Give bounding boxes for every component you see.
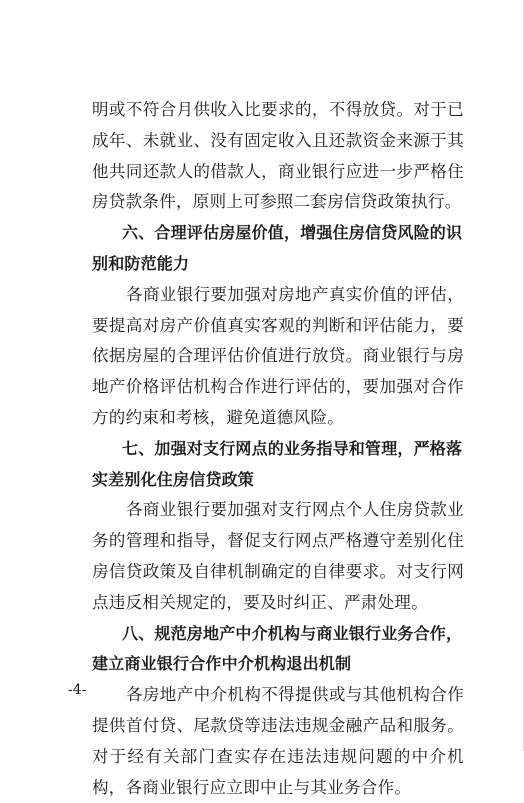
page-number: -4- <box>68 682 87 698</box>
section-7-heading: 七、加强对支行网点的业务指导和管理，严格落实差别化住房信贷政策 <box>92 438 463 489</box>
section-6-body: 各商业银行要加强对房地产真实价值的评估，要提高对房产价值真实客观的判断和评估能力，要依据房屋的合理评估价值进行放贷。商业银行与房地产价格评估机构合作进行评估的，要加强对合作方的约束和考核，避免道德风险。 <box>92 284 464 427</box>
section-8-body: 各房地产中介机构不得提供或与其他机构合作提供首付贷、尾款贷等违法违规金融产品和服务。对于经有关部门查实存在违法违规问题的中介机构，各商业银行应立即中止与其业务合作。 <box>92 685 464 797</box>
section-7-body: 各商业银行要加强对支行网点个人住房贷款业务的管理和指导，督促支行网点严格遵守差别化住房信贷政策及自律机制确定的自律要求。对支行网点违反相关规定的，要及时纠正、严肃处理。 <box>92 500 464 612</box>
section-8-heading: 八、规范房地产中介机构与商业银行业务合作，建立商业银行合作中介机构退出机制 <box>92 623 463 674</box>
section-6-heading: 六、合理评估房屋价值，增强住房信贷风险的识别和防范能力 <box>92 223 463 273</box>
paragraph-continuation: 明或不符合月供收入比要求的，不得放贷。对于已成年、未就业、没有固定收入且还款资金来源于其他共同还款人的借款人，商业银行应进一步严格住房贷款条件，原则上可参照二套房信贷政策执行。 <box>92 100 464 212</box>
document-body <box>92 95 464 803</box>
